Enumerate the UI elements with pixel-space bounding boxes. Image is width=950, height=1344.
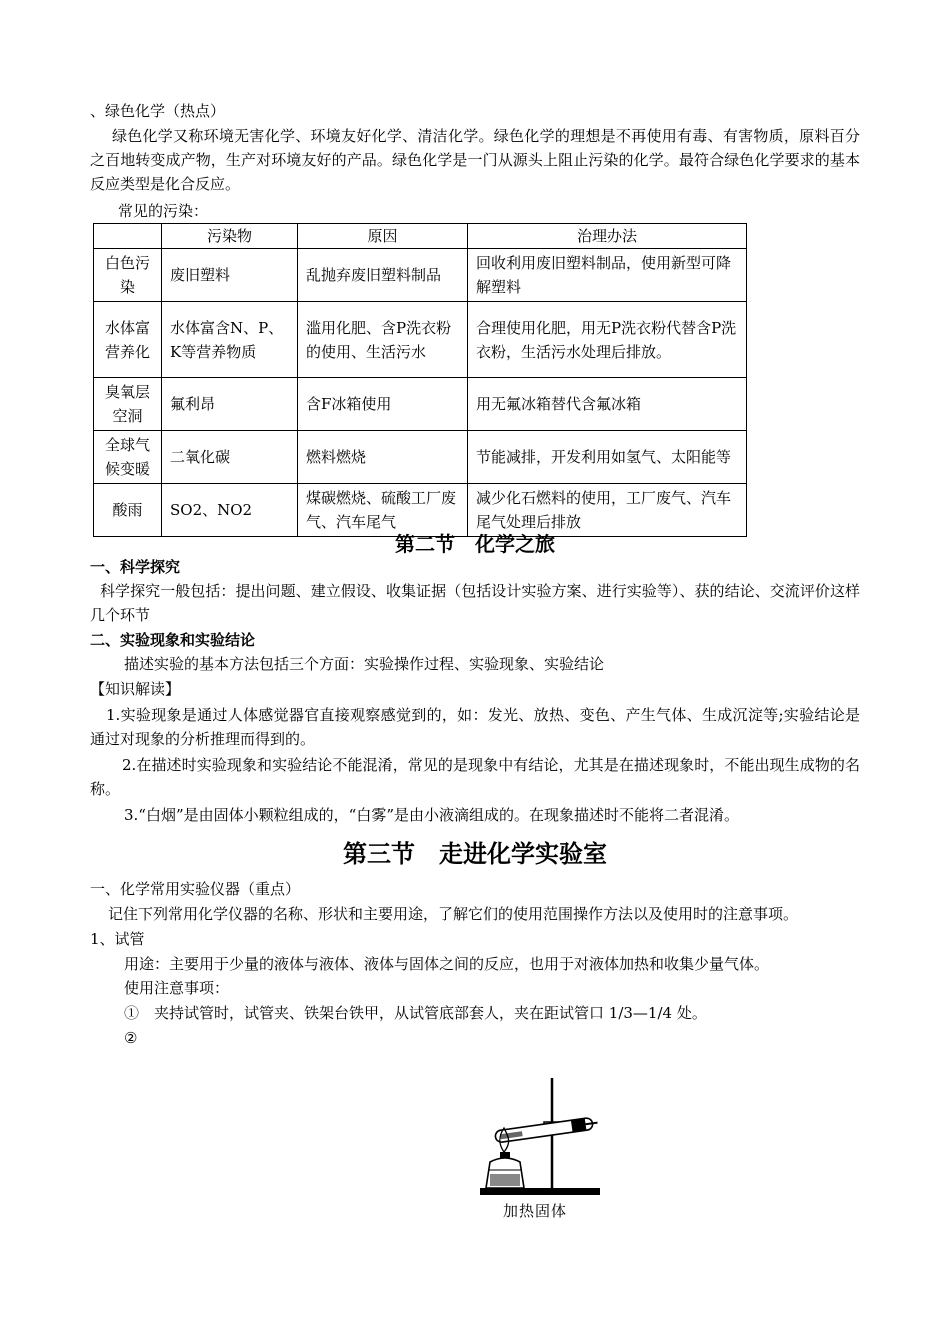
table-cell: 臭氧层空洞 <box>94 378 162 431</box>
table-cell: 用无氟冰箱替代含氟冰箱 <box>468 378 747 431</box>
table-cell: 二氧化碳 <box>162 431 298 484</box>
table-cell: 回收利用废旧塑料制品，使用新型可降解塑料 <box>468 249 747 302</box>
table-cell: 滥用化肥、含P洗衣粉的使用、生活污水 <box>298 302 468 378</box>
section2-heading-1: 一、科学探究 <box>90 558 181 576</box>
knowledge-item-1: 1.实验现象是通过人体感觉器官直接观察感觉到的，如：发光、放热、变色、产生气体、生成沉淀等;实验结论是通过对现象的分析推理而得到的。 <box>90 706 860 748</box>
section3-heading-1: 一、化学常用实验仪器（重点） <box>90 880 301 898</box>
table-cell: 燃料燃烧 <box>298 431 468 484</box>
section2-paragraph-1: 科学探究一般包括：提出问题、建立假设、收集证据（包括设计实验方案、进行实验等）、获的结论、交流评价这样几个环节 <box>90 582 860 624</box>
table-row <box>94 484 747 537</box>
green-chem-paragraph: 绿色化学又称环境无害化学、环境友好化学、清洁化学。绿色化学的理想是不再使用有毒、有害物质，原料百分之百地转变成产物，生产对环境友好的产品。绿色化学是一门从源头上阻止污染的化学。最符合绿色化学要求的基本反应类型是化合反应。 <box>90 127 860 193</box>
table-row <box>94 249 747 302</box>
section3-paragraph-1: 记住下列常用化学仪器的名称、形状和主要用途，了解它们的使用范围操作方法以及使用时的注意事项。 <box>108 905 799 923</box>
table-row <box>94 378 747 431</box>
table-header-cell <box>94 224 162 249</box>
table-row <box>94 302 747 378</box>
knowledge-item-2: 2.在描述时实验现象和实验结论不能混淆，常见的是现象中有结论，尤其是在描述现象时，不能出现生成物的名称。 <box>90 756 860 798</box>
test-tube-usage: 用途：主要用于少量的液体与液体、液体与固体之间的反应，也用于对液体加热和收集少量气体。 <box>124 955 770 973</box>
table-header-cell: 治理办法 <box>468 224 747 249</box>
section3-title: 第三节 走进化学实验室 <box>343 840 607 868</box>
section2-title: 第二节 化学之旅 <box>395 532 555 556</box>
table-cell: 乱抛弃废旧塑料制品 <box>298 249 468 302</box>
section2-heading-2: 二、实验现象和实验结论 <box>90 631 256 649</box>
table-cell: 含F冰箱使用 <box>298 378 468 431</box>
table-cell: 水体富营养化 <box>94 302 162 378</box>
table-header-cell: 原因 <box>298 224 468 249</box>
table-cell: 减少化石燃料的使用，工厂废气、汽车尾气处理后排放 <box>468 484 747 537</box>
usage-note-1: ① 夹持试管时，试管夹、铁架台铁甲，从试管底部套人，夹在距试管口 1/3—1/4 处。 <box>124 1004 707 1022</box>
pollution-table <box>93 223 747 537</box>
knowledge-heading: 【知识解读】 <box>90 680 181 698</box>
table-cell: 废旧塑料 <box>162 249 298 302</box>
green-chem-heading: 、绿色化学（热点） <box>90 102 226 120</box>
table-cell: 合理使用化肥，用无P洗衣粉代替含P洗衣粉，生活污水处理后排放。 <box>468 302 747 378</box>
table-row <box>94 431 747 484</box>
table-cell: 酸雨 <box>94 484 162 537</box>
table-cell: 节能减排，开发利用如氢气、太阳能等 <box>468 431 747 484</box>
instrument-test-tube: 1、试管 <box>90 930 145 948</box>
knowledge-item-3: 3.“白烟”是由固体小颗粒组成的，“白雾”是由小液滴组成的。在现象描述时不能将二者混淆。 <box>124 806 739 824</box>
table-cell: 水体富含N、P、K等营养物质 <box>162 302 298 378</box>
usage-notes-label: 使用注意事项： <box>124 979 230 997</box>
table-cell: 白色污染 <box>94 249 162 302</box>
figure-caption: 加热固体 <box>502 1202 567 1220</box>
table-cell: 煤碳燃烧、硫酸工厂废气、汽车尾气 <box>298 484 468 537</box>
table-cell: SO2、NO2 <box>162 484 298 537</box>
table-cell: 氟利昂 <box>162 378 298 431</box>
table-header-cell: 污染物 <box>162 224 298 249</box>
pollution-label: 常见的污染： <box>118 202 209 220</box>
table-cell: 全球气候变暖 <box>94 431 162 484</box>
usage-note-2: ② <box>124 1029 138 1047</box>
table-header-row <box>94 224 747 249</box>
section2-paragraph-2: 描述实验的基本方法包括三个方面：实验操作过程、实验现象、实验结论 <box>124 655 605 673</box>
